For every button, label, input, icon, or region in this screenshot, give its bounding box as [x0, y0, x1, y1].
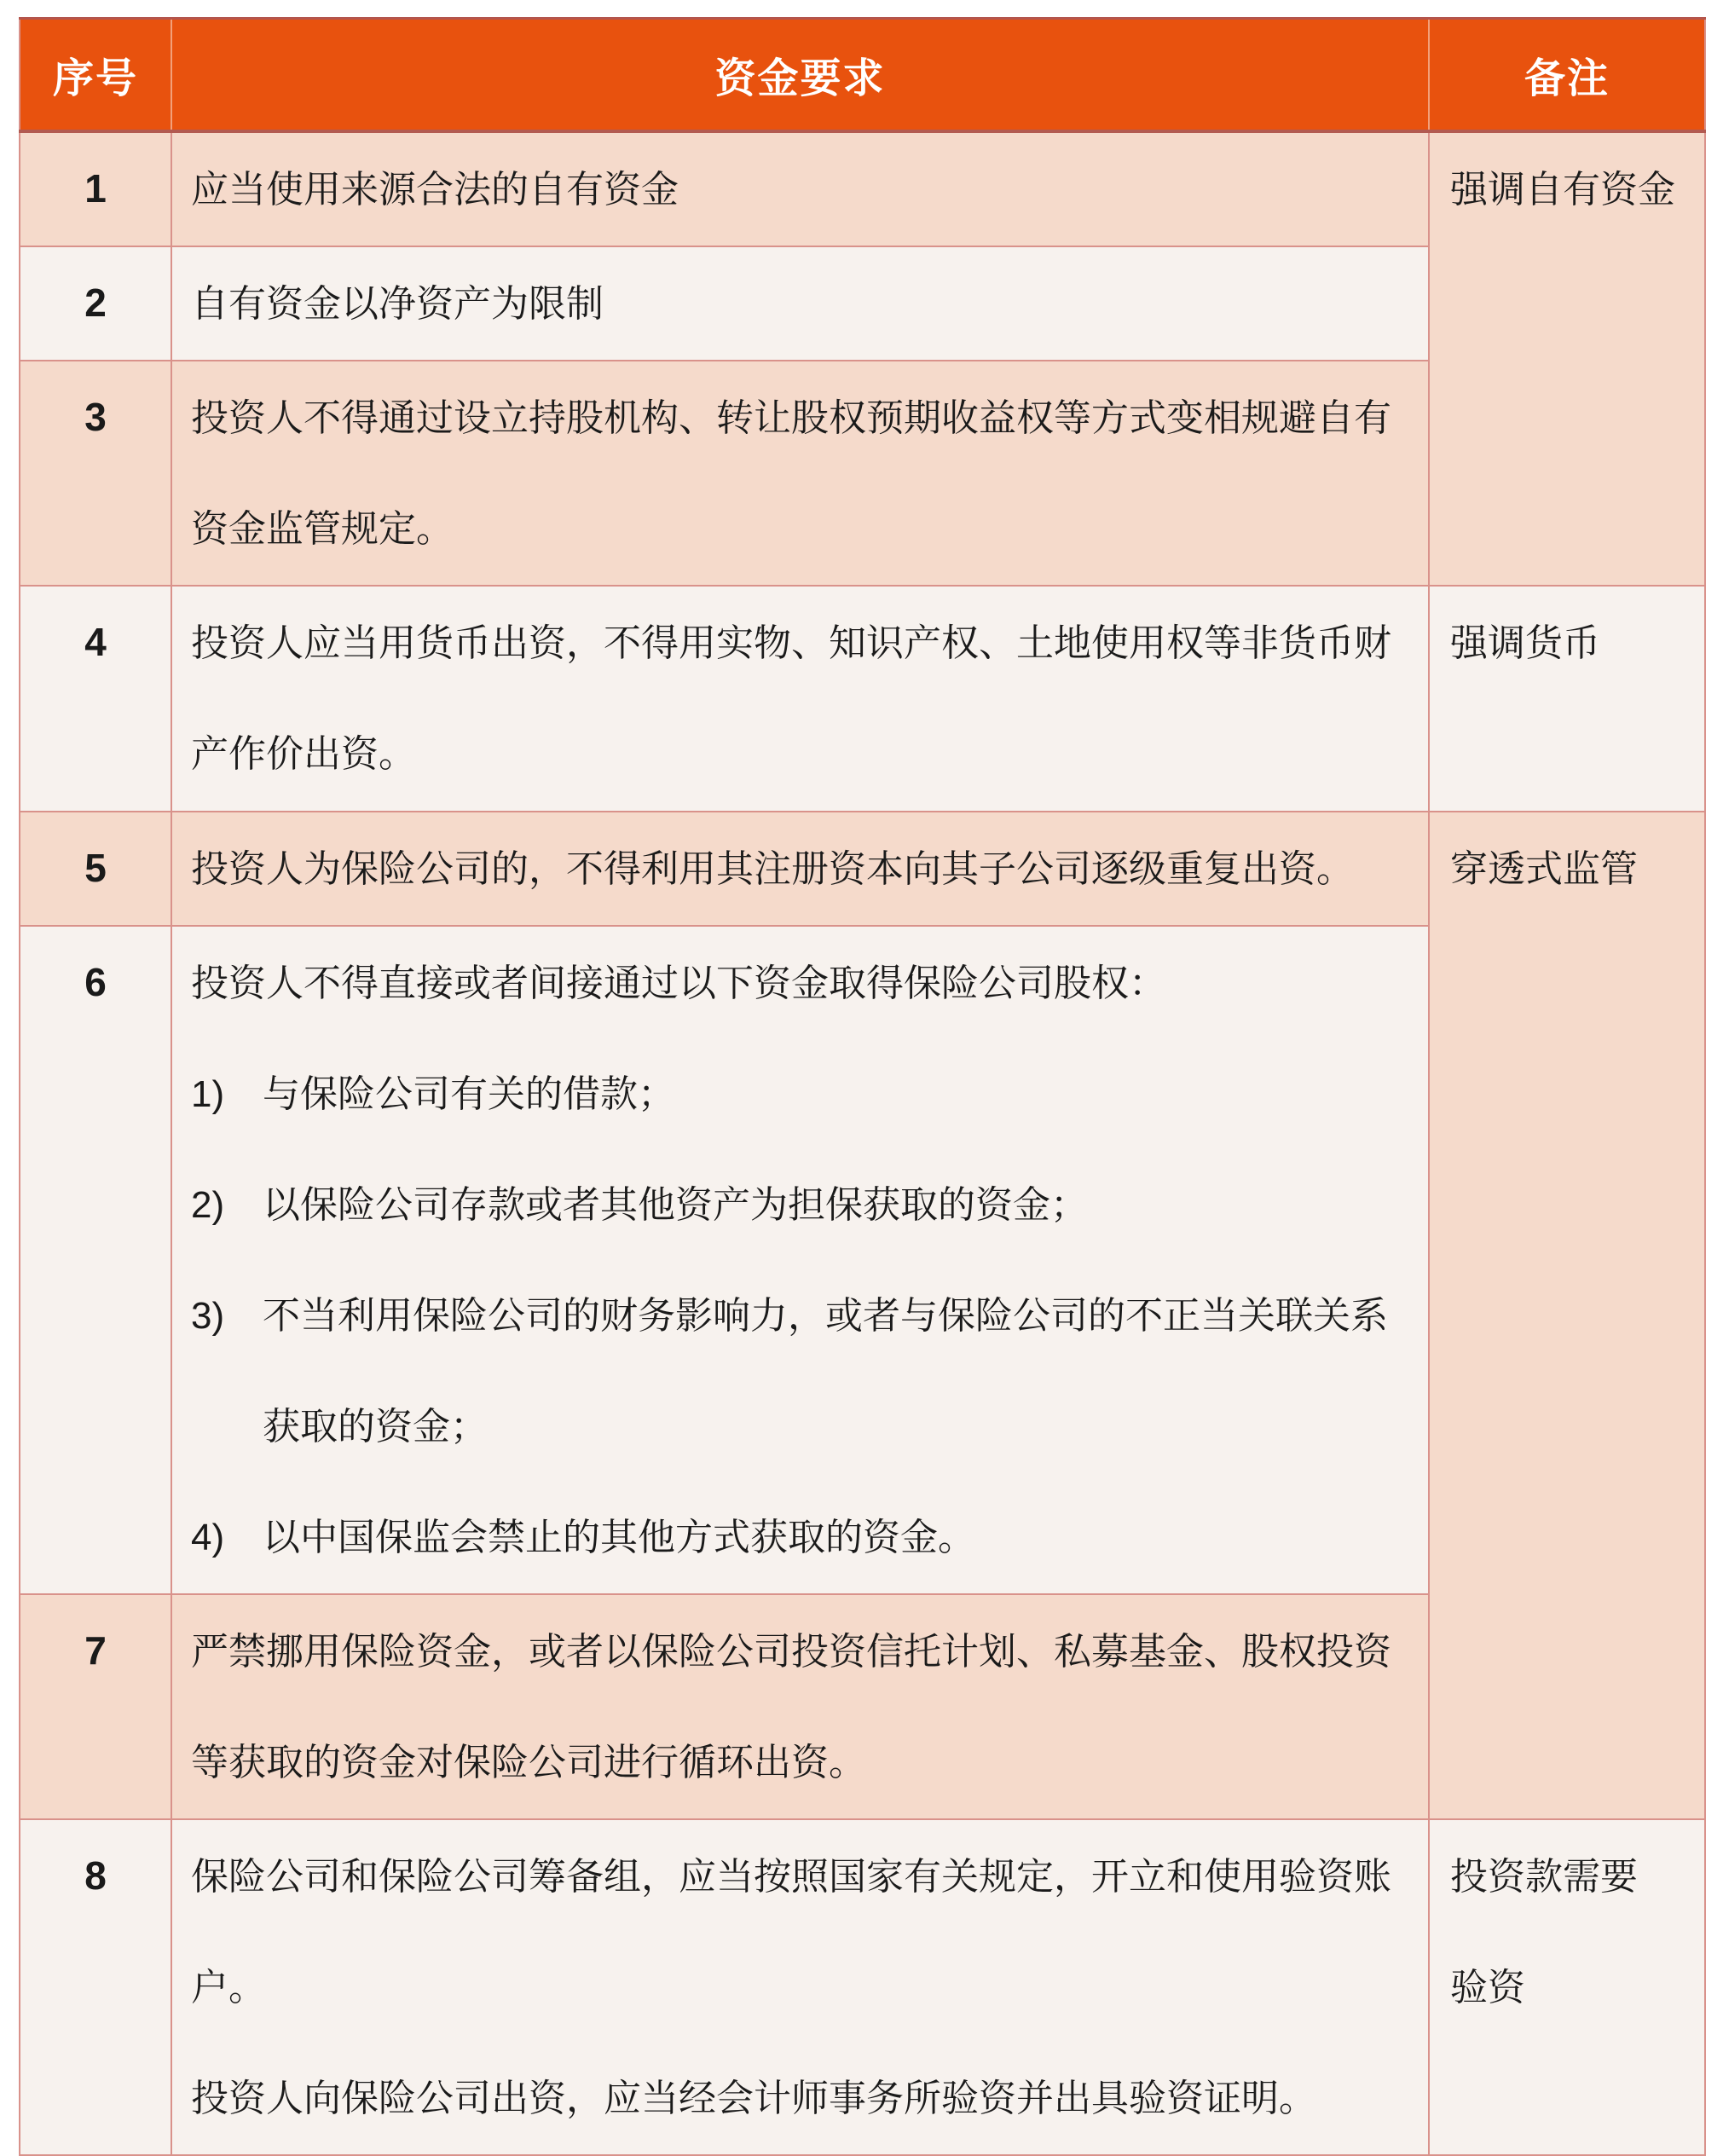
table-row-4 [20, 586, 1705, 812]
row-3-index: 3 [20, 361, 171, 586]
requirement-text: 投资人不得通过设立持股机构、转让股权预期收益权等方式变相规避自有资金监管规定。 [191, 396, 1391, 550]
header-requirement: 资金要求 [171, 19, 1429, 131]
requirement-text: 投资人应当用货币出资，不得用实物、知识产权、土地使用权等非货币财产作价出资。 [191, 621, 1391, 775]
remark-text-line-1: 投资款需要 [1450, 1855, 1638, 1898]
row-3-requirement [171, 361, 1429, 586]
row-4-index: 4 [20, 586, 171, 812]
table-header-row [20, 19, 1705, 131]
requirement-text: 应当使用来源合法的自有资金 [191, 168, 679, 211]
row-1-index: 1 [20, 131, 171, 246]
funding-requirements-table [19, 17, 1706, 2156]
row-1-requirement [171, 131, 1429, 246]
requirement-sentence-2: 投资人向保险公司出资，应当经会计师事务所验资并出具验资证明。 [191, 2077, 1316, 2119]
header-index: 序号 [20, 19, 171, 131]
requirement-sentence-1: 保险公司和保险公司筹备组，应当按照国家有关规定，开立和使用验资账户。 [191, 1855, 1391, 2009]
list-item-text: 与保险公司有关的借款； [263, 1072, 675, 1115]
remark-cell-rows-1-3 [1429, 131, 1705, 586]
requirement-text: 投资人为保险公司的，不得利用其注册资本向其子公司逐级重复出资。 [191, 847, 1354, 890]
requirement-text: 自有资金以净资产为限制 [191, 282, 604, 325]
remark-text: 穿透式监管 [1450, 847, 1638, 890]
list-item-marker: 3) [191, 1294, 225, 1337]
requirement-list-item-4 [191, 1483, 1421, 1593]
remark-text: 强调自有资金 [1450, 168, 1675, 211]
remark-text: 强调货币 [1450, 621, 1600, 664]
row-6-requirement [171, 926, 1429, 1594]
row-6-index: 6 [20, 926, 171, 1594]
row-7-requirement [171, 1594, 1429, 1819]
list-item-text: 以中国保监会禁止的其他方式获取的资金。 [263, 1516, 975, 1558]
row-2-requirement [171, 246, 1429, 361]
list-item-marker: 1) [191, 1072, 225, 1115]
remark-cell-row-4 [1429, 586, 1705, 812]
table-row-1 [20, 131, 1705, 246]
row-8-index: 8 [20, 1819, 171, 2155]
row-8-requirement [171, 1819, 1429, 2155]
table-row-5 [20, 812, 1705, 926]
row-4-requirement [171, 586, 1429, 812]
table-row-8 [20, 1819, 1705, 2155]
remark-cell-rows-5-7 [1429, 812, 1705, 1819]
list-item-marker: 2) [191, 1183, 225, 1226]
remark-cell-row-8 [1429, 1819, 1705, 2155]
remark-text-line-2: 验资 [1450, 1966, 1525, 2009]
list-item-text: 以保险公司存款或者其他资产为担保获取的资金； [263, 1183, 1088, 1226]
header-remark: 备注 [1429, 19, 1705, 131]
row-7-index: 7 [20, 1594, 171, 1819]
requirement-list-item-1 [191, 1039, 1421, 1150]
row-2-index: 2 [20, 246, 171, 361]
row-5-requirement [171, 812, 1429, 926]
requirement-list-item-2 [191, 1150, 1421, 1261]
requirement-list-item-3 [191, 1261, 1421, 1483]
list-item-marker: 4) [191, 1516, 225, 1558]
list-item-text: 不当利用保险公司的财务影响力，或者与保险公司的不正当关联关系获取的资金； [263, 1294, 1388, 1448]
requirement-text: 严禁挪用保险资金，或者以保险公司投资信托计划、私募基金、股权投资等获取的资金对保险公司进行循环出资。 [191, 1630, 1391, 1783]
requirement-intro-text: 投资人不得直接或者间接通过以下资金取得保险公司股权： [191, 962, 1166, 1004]
row-5-index: 5 [20, 812, 171, 926]
